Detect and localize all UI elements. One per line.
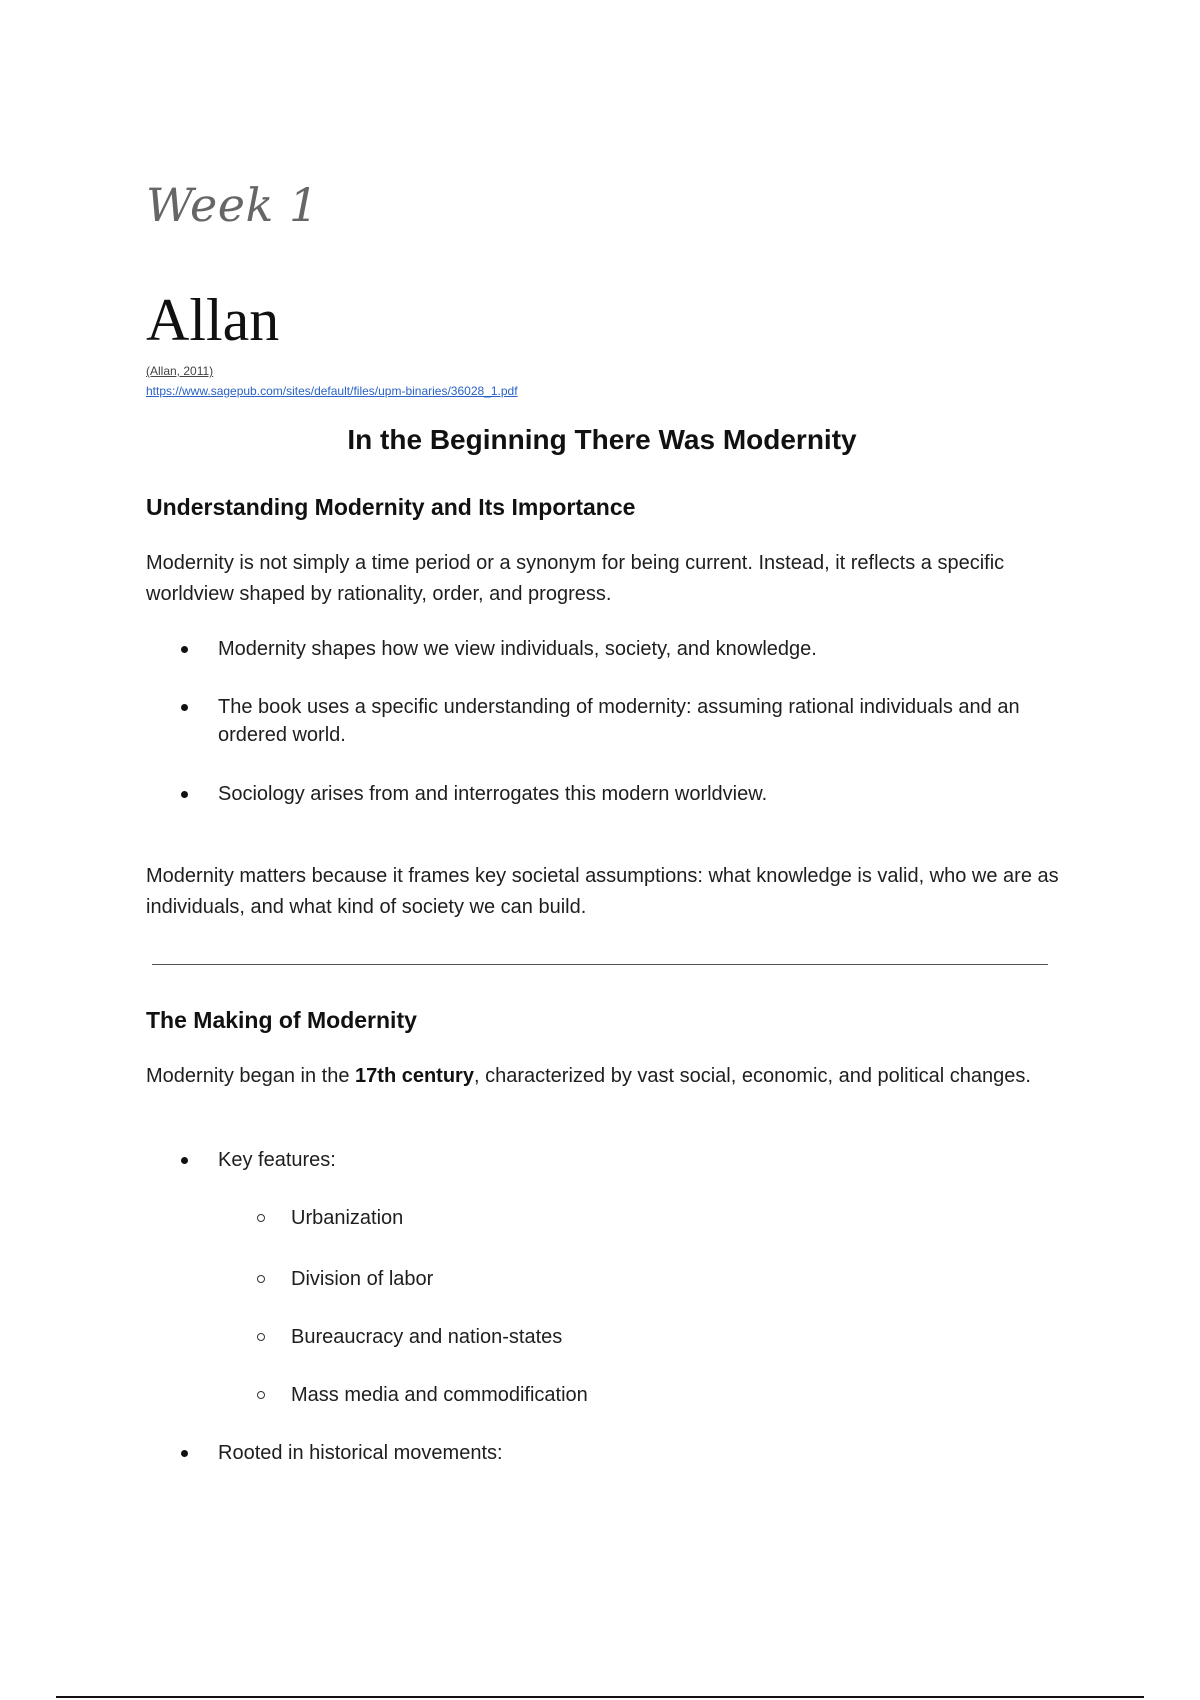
list-item: The book uses a specific understanding of modernity: assuming rational individuals and an ordered world.: [218, 693, 1066, 749]
list-item: Modernity shapes how we view individuals, society, and knowledge.: [218, 635, 1066, 663]
author-heading: Allan: [146, 287, 280, 353]
page-bottom-border: [56, 1696, 1144, 1698]
horizontal-divider: [152, 964, 1048, 965]
source-link[interactable]: https://www.sagepub.com/sites/default/files/upm-binaries/36028_1.pdf: [146, 384, 518, 398]
list-item-key-features: Key features:: [218, 1146, 1066, 1174]
intro-text-bold: 17th century: [355, 1065, 474, 1087]
sub-list-item: Bureaucracy and nation-states: [291, 1323, 1066, 1351]
intro-text-after: , characterized by vast social, economic, and political changes.: [473, 1065, 1031, 1087]
section-heading-understanding: Understanding Modernity and Its Importance: [146, 494, 636, 520]
sub-list-item: Urbanization: [291, 1204, 1066, 1232]
citation-text: (Allan, 2011): [146, 364, 214, 378]
document-title: In the Beginning There Was Modernity: [347, 424, 857, 455]
week-heading: Week 1: [146, 178, 319, 232]
list-item-rooted: Rooted in historical movements:: [218, 1439, 1066, 1467]
intro-text-before: Modernity began in the: [146, 1065, 356, 1087]
section1-intro-paragraph: Modernity is not simply a time period or a synonym for being current. Instead, it reflects a specific worldview shaped by rationality, order, and progress.: [146, 552, 1005, 605]
list-item: Sociology arises from and interrogates this modern worldview.: [218, 780, 1066, 808]
section-heading-making: The Making of Modernity: [146, 1007, 417, 1033]
section2-intro-paragraph: [146, 1061, 1066, 1092]
section1-closing-paragraph: Modernity matters because it frames key societal assumptions: what knowledge is valid, who we are as individuals, and what kind of society we can build.: [146, 865, 1059, 918]
sub-list-item: Division of labor: [291, 1265, 1066, 1293]
sub-list-item: Mass media and commodification: [291, 1381, 1066, 1409]
